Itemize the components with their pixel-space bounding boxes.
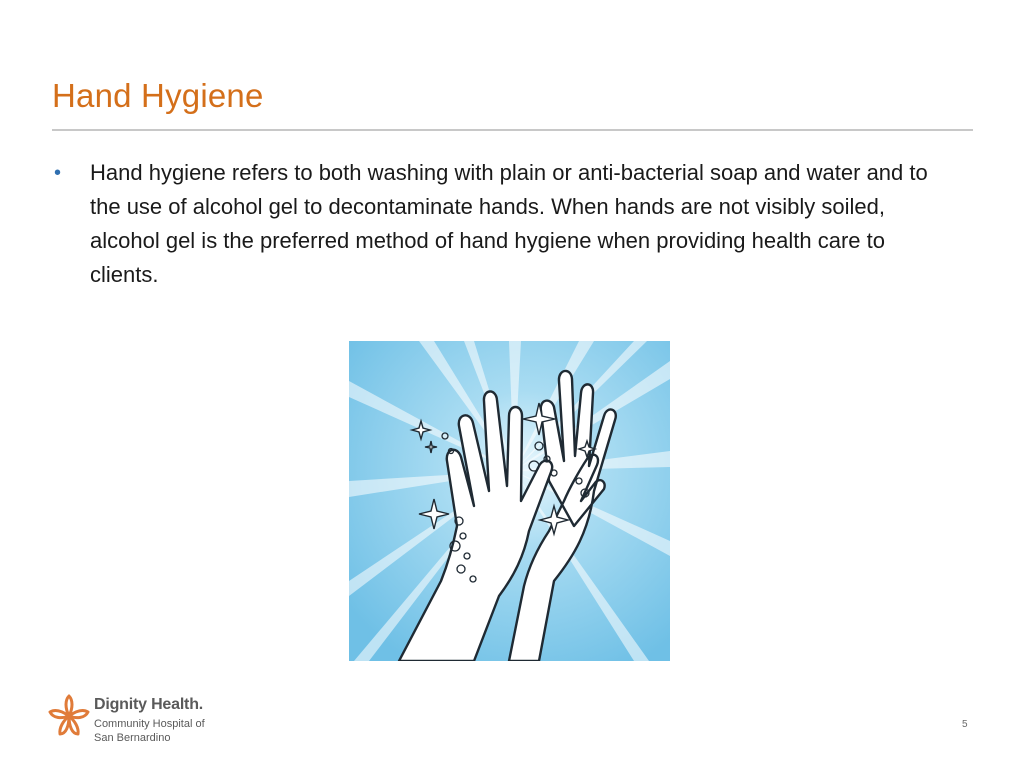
bullet-dot-icon: • xyxy=(54,162,62,184)
logo-subtitle xyxy=(94,717,205,745)
bullet-text: Hand hygiene refers to both washing with plain or anti-bacterial soap and water and to the use of alcohol gel to decontaminate hands. When hands are not visibly soiled, alcohol gel is the preferred method of hand hygiene when providing health care to clients. xyxy=(90,160,928,287)
page-number: 5 xyxy=(962,719,968,730)
logo-subtitle-line-2: San Bernardino xyxy=(94,732,171,744)
title-divider xyxy=(52,129,973,131)
slide-title: Hand Hygiene xyxy=(52,77,264,114)
dignity-flower-logo-icon xyxy=(48,694,90,738)
hand-washing-illustration xyxy=(349,341,670,661)
dignity-health-logo xyxy=(48,694,288,750)
logo-subtitle-line-1: Community Hospital of xyxy=(94,718,205,730)
bullet-list xyxy=(52,156,952,292)
logo-brand-name: Dignity Health. xyxy=(94,696,204,713)
bullet-item xyxy=(52,156,952,292)
